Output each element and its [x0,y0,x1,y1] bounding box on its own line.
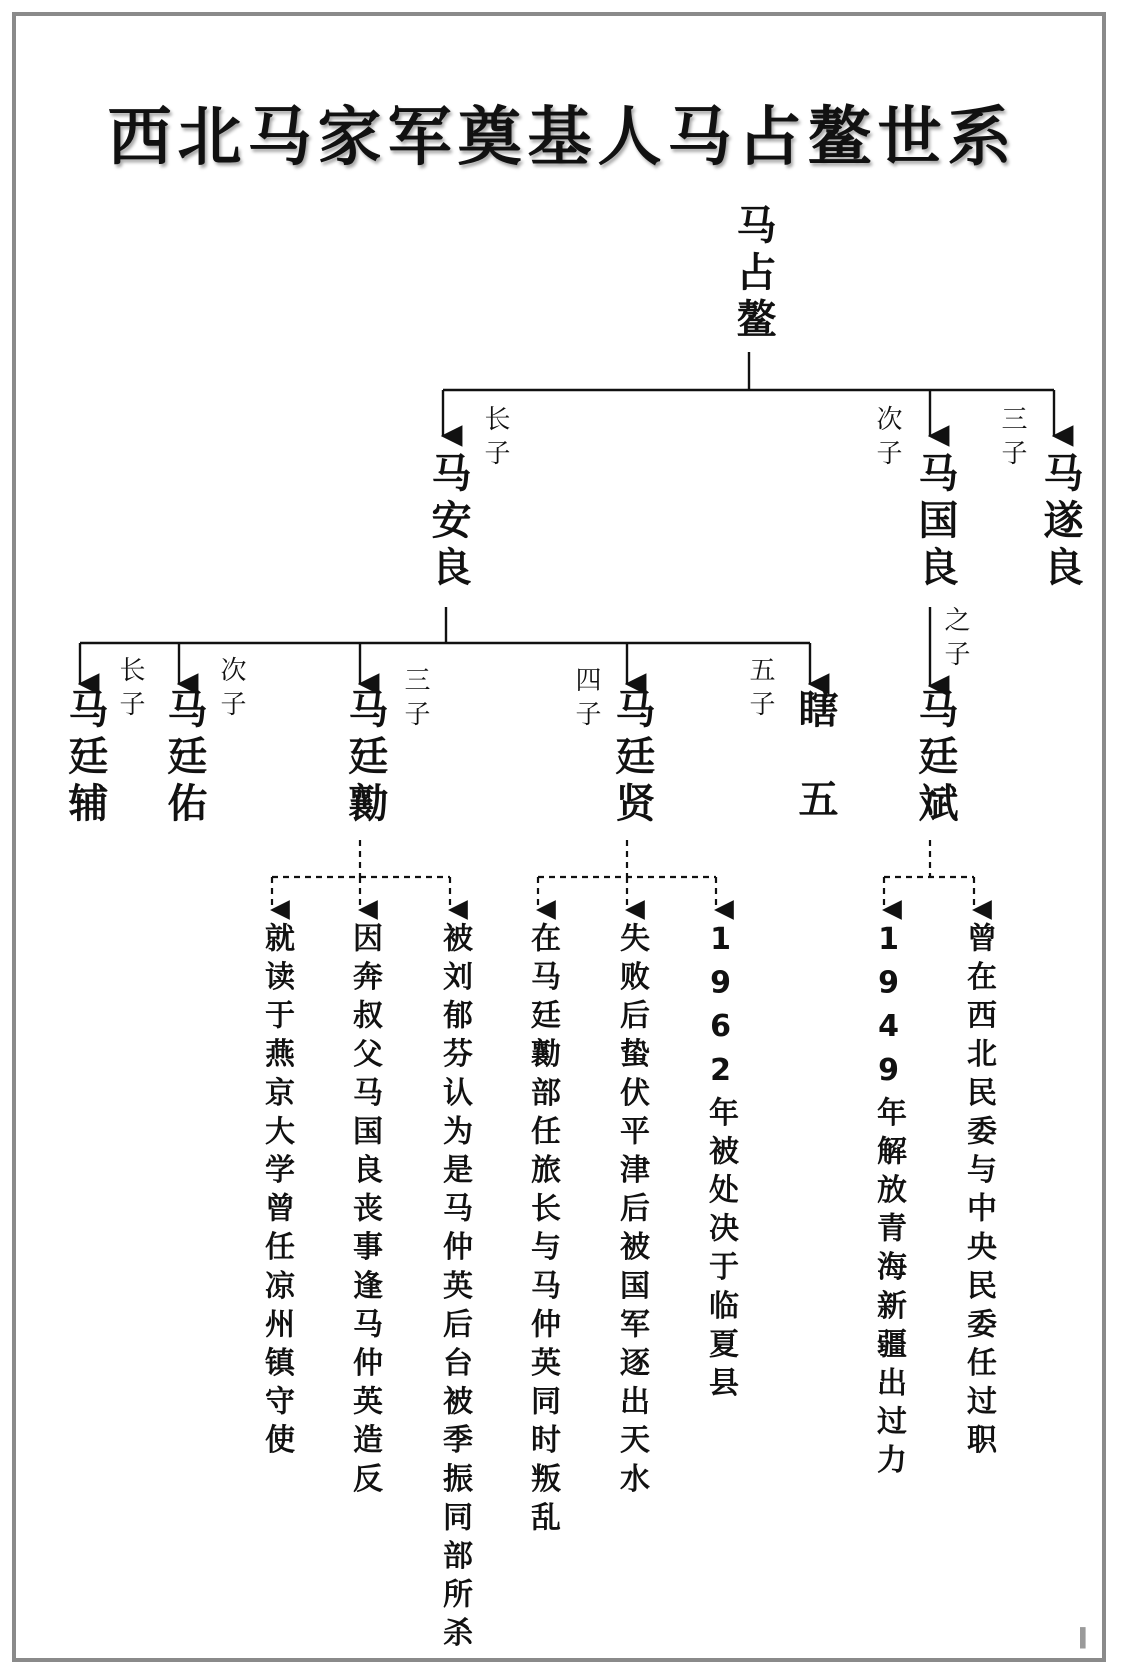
grandson-2-name: 马廷佑 [161,688,207,829]
grandson-1-relation: 长子 [115,656,145,724]
grandson-5-relation: 五子 [745,656,775,724]
note-tingrang-3: 被刘郁芬认为是马仲英后台被季振同部所杀 [437,922,472,1656]
son-1-name: 马安良 [425,452,471,593]
son-3-relation: 三子 [997,405,1027,473]
note-tingbin-1: 1949年解放青海新疆出过力 [871,922,906,1483]
page-title: 西北马家军奠基人马占鳌世系 [107,100,1018,175]
note-tingxian-2: 失败后蛰伏平津后被国军逐出天水 [614,922,649,1501]
grandson-3-relation: 三子 [400,666,430,734]
grandson-2-relation: 次子 [216,656,246,724]
note-tingxian-1: 在马廷勷部任旅长与马仲英同时叛乱 [525,922,560,1540]
son-3-name: 马遂良 [1037,452,1083,593]
note-tingrang-1: 就读于燕京大学曾任凉州镇守使 [259,922,294,1463]
note-tingxian-3: 1962年被处决于临夏县 [703,922,738,1406]
grandson-1-name: 马廷辅 [62,688,108,829]
grandson-3-name: 马廷勷 [342,688,388,829]
grandson-5-name: 瞎五 [792,688,838,868]
grandson-4-relation: 四子 [571,666,601,734]
son-2-relation: 次子 [872,405,902,473]
root-name: 马占鳌 [730,204,776,345]
grandson-4-name: 马廷贤 [609,688,655,829]
grandson-6-relation: 之子 [940,606,970,674]
grandson-6-name: 马廷斌 [912,688,958,829]
note-tingbin-2: 曾在西北民委与中央民委任过职 [961,922,996,1463]
son-1-relation: 长子 [480,405,510,473]
son-2-name: 马国良 [912,452,958,593]
watermark-mark: ▌ [1080,1628,1091,1649]
note-tingrang-2: 因奔叔父马国良丧事逢马仲英造反 [347,922,382,1501]
